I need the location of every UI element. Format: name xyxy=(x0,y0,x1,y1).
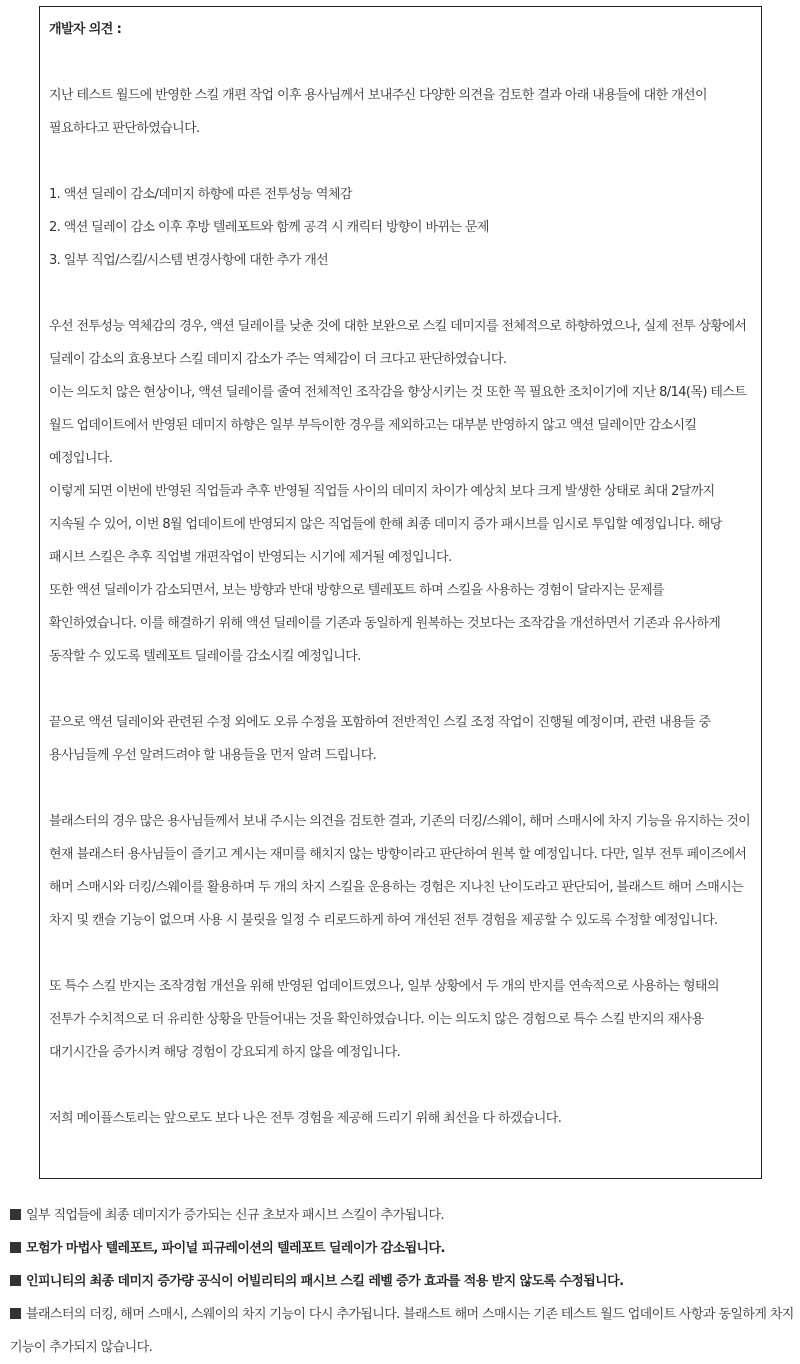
body-paragraph-7: 또 특수 스킬 반지는 조작경험 개선을 위해 반영된 업데이트였으나, 일부 상황에서 두 개의 반지를 연속적으로 사용하는 형태의 전투가 수치적으로 더 유리한 상황을 만들어내는 것을 확인하였습니다. 이는 의도치 않은 경험으로 특수 스킬 반지의 재사용 대기시간을 증가시켜 해당 경험이 강요되게 하지 않을 예정입니다. xyxy=(49,979,719,1060)
note-text: 인피니티의 최종 데미지 증가량 공식이 어빌리티의 패시브 스킬 레벨 증가 효과를 적용 받지 않도록 수정됩니다. xyxy=(26,1274,624,1289)
body-paragraph-3: 이렇게 되면 이번에 반영된 직업들과 추후 반영될 직업들 사이의 데미지 차이가 예상치 보다 크게 발생한 상태로 최대 2달까지 지속될 수 있어, 이번 8월 업데이트에 반영되지 않은 직업들에 한해 최종 데미지 증가 패시브를 임시로 투입할 예정입니다. 해당 패시브 스킬은 추후 직업별 개편작업이 반영되는 시기에 제거될 예정입니다. xyxy=(49,484,722,565)
issue-item-3: 3. 일부 직업/스킬/시스템 변경사항에 대한 추가 개선 xyxy=(49,253,329,268)
square-bullet-icon xyxy=(10,1242,21,1253)
note-item xyxy=(10,1265,794,1298)
note-text: 블래스터의 더킹, 해머 스매시, 스웨이의 차지 기능이 다시 추가됩니다. 블래스트 해머 스매시는 기존 테스트 월드 업데이트 사항과 동일하게 차지 기능이 추가되지 않습니다. xyxy=(10,1307,794,1355)
spacer xyxy=(49,673,753,706)
body-paragraph-1: 우선 전투성능 역체감의 경우, 액션 딜레이를 낮춘 것에 대한 보완으로 스킬 데미지를 전체적으로 하향하였으나, 실제 전투 상황에서 딜레이 감소의 효용보다 스킬 데미지 감소가 주는 역체감이 더 크다고 판단하였습니다. xyxy=(49,319,747,367)
closing-paragraph: 저희 메이플스토리는 앞으로도 보다 나은 전투 경험을 제공해 드리기 위해 최선을 다 하겠습니다. xyxy=(49,1111,562,1126)
note-item xyxy=(10,1298,794,1364)
square-bullet-icon xyxy=(10,1209,21,1220)
developer-opinion-title: 개발자 의견 : xyxy=(49,22,122,37)
spacer xyxy=(49,1069,753,1102)
spacer xyxy=(49,937,753,970)
update-notes-list xyxy=(10,1199,794,1364)
spacer xyxy=(49,46,753,79)
body-paragraph-2: 이는 의도치 않은 현상이나, 액션 딜레이를 줄여 전체적인 조작감을 향상시키는 것 또한 꼭 필요한 조치이기에 지난 8/14(목) 테스트 월드 업데이트에서 반영된 데미지 하향은 일부 부득이한 경우를 제외하고는 대부분 반영하지 않고 액션 딜레이만 감소시킬 예정입니다. xyxy=(49,385,747,466)
square-bullet-icon xyxy=(10,1275,21,1286)
body-paragraph-6: 블래스터의 경우 많은 용사님들께서 보내 주시는 의견을 검토한 결과, 기존의 더킹/스웨이, 해머 스매시에 차지 기능을 유지하는 것이 현재 블래스터 용사님들이 즐기고 계시는 재미를 해치지 않는 방향이라고 판단하여 원복 할 예정입니다. 다만, 일부 전투 페이즈에서 해머 스매시와 더킹/스웨이를 활용하며 두 개의 차지 스킬을 운용하는 경험은 지나친 난이도라고 판단되어, 블래스트 해머 스매시는 차지 및 캔슬 기능이 없으며 사용 시 불릿을 일정 수 리로드하게 하여 개선된 전투 경험을 제공할 수 있도록 수정할 예정입니다. xyxy=(49,814,751,928)
intro-paragraph: 지난 테스트 월드에 반영한 스킬 개편 작업 이후 용사님께서 보내주신 다양한 의견을 검토한 결과 아래 내용들에 대한 개선이 필요하다고 판단하였습니다. xyxy=(49,88,707,136)
body-paragraph-5: 끝으로 액션 딜레이와 관련된 수정 외에도 오류 수정을 포함하여 전반적인 스킬 조정 작업이 진행될 예정이며, 관련 내용들 중 용사님들께 우선 알려드려야 할 내용들을 먼저 알려 드립니다. xyxy=(49,715,711,763)
note-text: 일부 직업들에 최종 데미지가 증가되는 신규 초보자 패시브 스킬이 추가됩니다. xyxy=(26,1208,444,1223)
developer-opinion-box xyxy=(39,6,762,1179)
note-item xyxy=(10,1232,794,1265)
issue-item-1: 1. 액션 딜레이 감소/데미지 하향에 따른 전투성능 역체감 xyxy=(49,187,352,202)
spacer xyxy=(49,277,753,310)
body-paragraph-4: 또한 액션 딜레이가 감소되면서, 보는 방향과 반대 방향으로 텔레포트 하며 스킬을 사용하는 경험이 달라지는 문제를 확인하였습니다. 이를 해결하기 위해 액션 딜레이를 기존과 동일하게 원복하는 것보다는 조작감을 개선하면서 기존과 유사하게 동작할 수 있도록 텔레포트 딜레이를 감소시킬 예정입니다. xyxy=(49,583,721,664)
note-item xyxy=(10,1199,794,1232)
spacer xyxy=(49,145,753,178)
square-bullet-icon xyxy=(10,1308,21,1319)
note-text: 모험가 마법사 텔레포트, 파이널 피규레이션의 텔레포트 딜레이가 감소됩니다. xyxy=(26,1241,445,1256)
issue-item-2: 2. 액션 딜레이 감소 이후 후방 텔레포트와 함께 공격 시 캐릭터 방향이 바뀌는 문제 xyxy=(49,220,489,235)
spacer xyxy=(49,772,753,805)
